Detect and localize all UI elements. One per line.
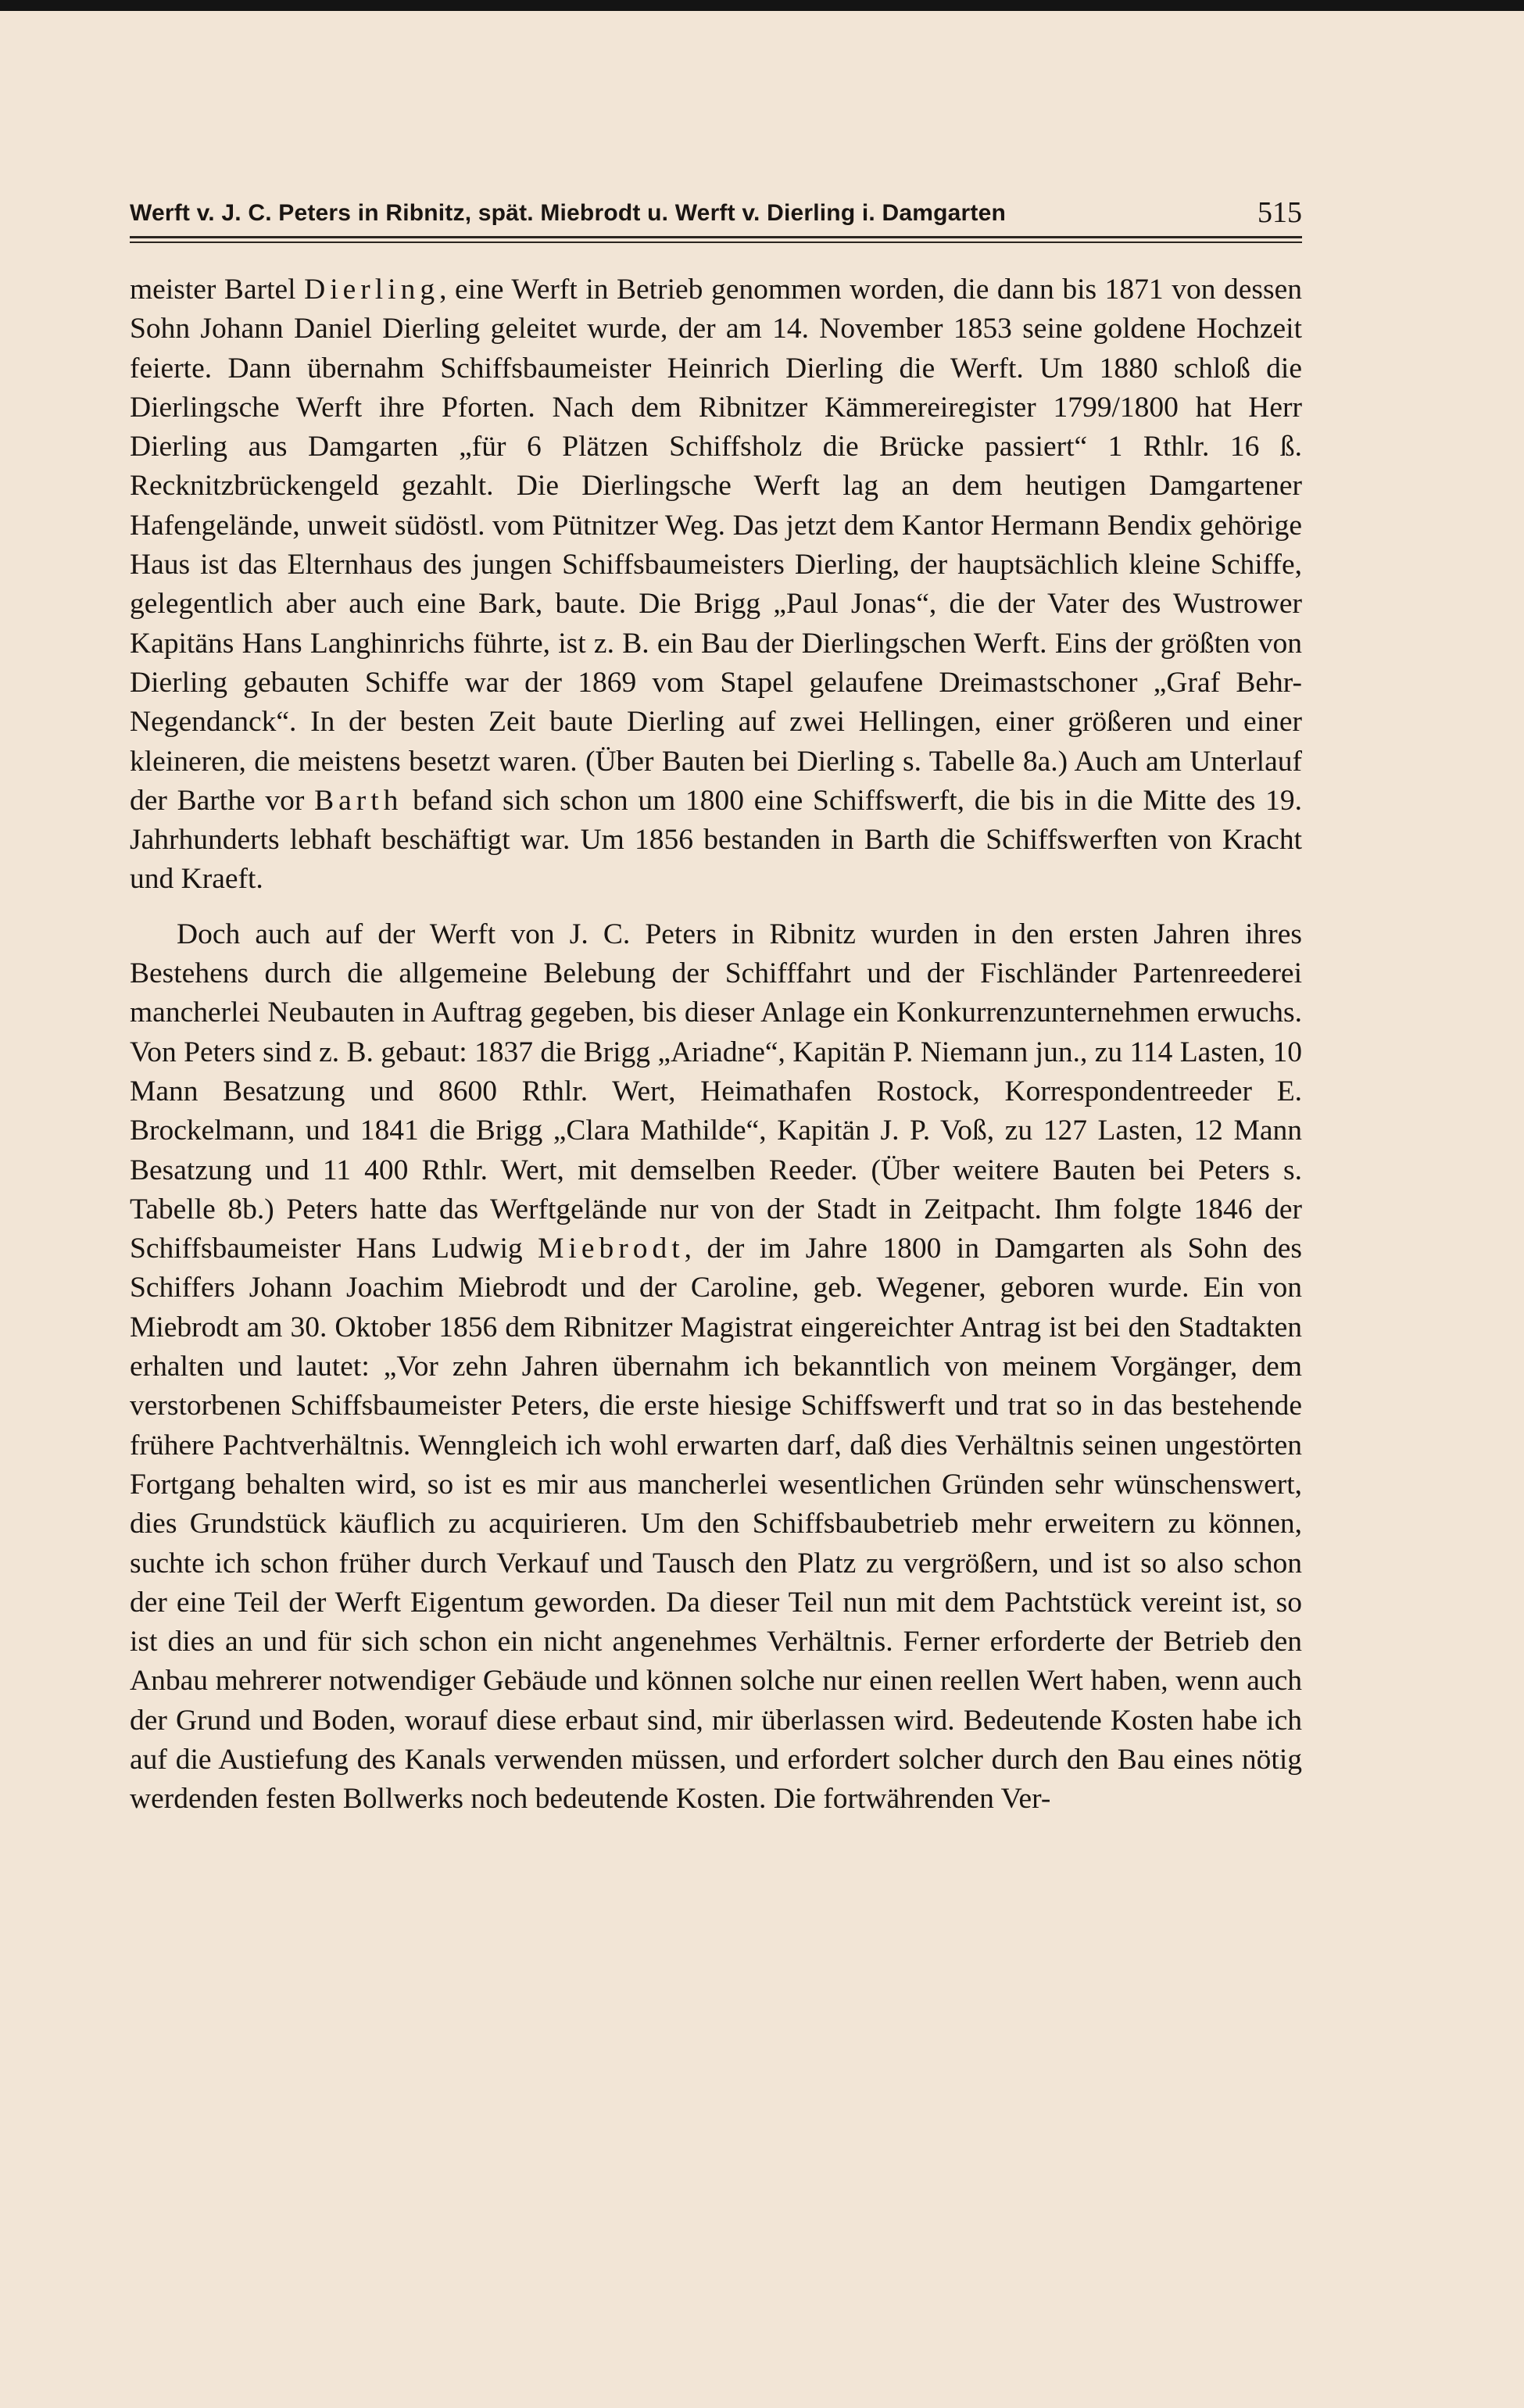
book-page [130, 0, 1302, 2408]
paragraph-1-text-a: meister Bartel [130, 274, 305, 306]
header-rule-thin [130, 242, 1302, 243]
spaced-name-barth: Barth [314, 784, 403, 817]
paragraph-1-text-e: befand sich schon um 1800 eine Schiffswerft, die bis in die Mitte des 19. Jahrhunderts lebhaft beschäftigt war. Um 1856 bestanden in Barth die Schiffswerften von Kracht und Kraeft. [130, 784, 1303, 896]
paragraph-1-text-c: , eine Werft in Betrieb genommen worden, die dann bis 1871 von dessen Sohn Johann Daniel Dierling geleitet wurde, der am 14. November 1853 seine goldene Hochzeit feierte. Dann übernahm Schiffsbaumeister Heinrich Dierling die Werft. Um 1880 schloß die Dierlingsche Werft ihre Pforten. Nach dem Ribnitzer Kämmereiregister 1799/1800 hat Herr Dierling aus Damgarten „für 6 Plätzen Schiffsholz die Brücke passiert“ 1 Rthlr. 16 ß. Recknitzbrückengeld gezahlt. Die Dierlingsche Werft lag an dem heutigen Damgartener Hafengelände, unweit südöstl. vom Pütnitzer Weg. Das jetzt dem Kantor Hermann Bendix gehörige Haus ist das Elternhaus des jungen Schiffsbaumeisters Dierling, der hauptsächlich kleine Schiffe, gelegentlich aber auch eine Bark, baute. Die Brigg „Paul Jonas“, die der Vater des Wustrower Kapitäns Hans Langhinrichs führte, ist z. B. ein Bau der Dierlingschen Werft. Eins der größten von Dierling gebauten Schiffe war der 1869 vom Stapel gelaufene Dreimastschoner „Graf Behr-Negendanck“. In der besten Zeit baute Dierling auf zwei Hellingen, einer größeren und einer kleineren, die meistens besetzt waren. (Über Bauten bei Dierling s. Tabelle 8a.) Auch am Unterlauf der Barthe vor [130, 274, 1302, 817]
running-head-title: Werft v. J. C. Peters in Ribnitz, spät. Miebrodt u. Werft v. Dierling i. Damgarten [130, 200, 1007, 226]
header-rule-thick [130, 236, 1302, 238]
spaced-name-miebrodt: Miebrodt [538, 1233, 685, 1265]
paragraph-2-text-a: Doch auch auf der Werft von J. C. Peters in Ribnitz wurden in den ersten Jahren ihres Bestehens durch die allgemeine Belebung der Schifffahrt und der Fischländer Partenreederei mancherlei Neubauten in Auftrag gegeben, bis dieser Anlage ein Konkurrenzunternehmen erwuchs. Von Peters sind z. B. gebaut: 1837 die Brigg „Ariadne“, Kapitän P. Niemann jun., zu 114 Lasten, 10 Mann Besatzung und 8600 Rthlr. Wert, Heimathafen Rostock, Korrespondentreeder E. Brockelmann, und 1841 die Brigg „Clara Mathilde“, Kapitän J. P. Voß, zu 127 Lasten, 12 Mann Besatzung und 11 400 Rthlr. Wert, mit demselben Reeder. (Über weitere Bauten bei Peters s. Tabelle 8b.) Peters hatte das Werftgelände nur von der Stadt in Zeitpacht. Ihm folgte 1846 der Schiffsbaumeister Hans Ludwig [130, 918, 1302, 1265]
paragraph-2-text-c: , der im Jahre 1800 in Damgarten als Sohn des Schiffers Johann Joachim Miebrodt und der Caroline, geb. Wegener, geboren wurde. Ein von Miebrodt am 30. Oktober 1856 dem Ribnitzer Magistrat eingereichter Antrag ist bei den Stadtakten erhalten und lautet: „Vor zehn Jahren übernahm ich bekanntlich von meinem Vorgänger, dem verstorbenen Schiffsbaumeister Peters, die erste hiesige Schiffswerft und trat so in das bestehende frühere Pachtverhältnis. Wenngleich ich wohl erwarten darf, daß dies Verhältnis seinen ungestörten Fortgang behalten wird, so ist es mir aus mancherlei wesentlichen Gründen sehr wünschenswert, dies Grundstück käuflich zu acquirieren. Um den Schiffsbaubetrieb mehr erweitern zu können, suchte ich schon früher durch Verkauf und Tausch den Platz zu vergrößern, und ist so also schon der eine Teil der Werft Eigentum geworden. Da dieser Teil nun mit dem Pachtstück vereint ist, so ist dies an und für sich schon ein nicht angenehmes Verhältnis. Ferner erforderte der Betrieb den Anbau mehrerer notwendiger Gebäude und können solche nur einen reellen Wert haben, wenn auch der Grund und Boden, worauf diese erbaut sind, mir überlassen wird. Bedeutende Kosten habe ich auf die Austiefung des Kanals verwenden müssen, und erfordert solcher durch den Bau eines nötig werdenden festen Bollwerks noch bedeutende Kosten. Die fortwährenden Ver- [130, 1233, 1302, 1816]
page-number: 515 [1257, 196, 1302, 229]
paragraph-1 [130, 270, 1302, 900]
body-text [130, 270, 1302, 1819]
running-head [130, 186, 1302, 244]
paragraph-2 [130, 915, 1302, 1819]
spaced-name-dierling: Dierling [304, 274, 440, 306]
